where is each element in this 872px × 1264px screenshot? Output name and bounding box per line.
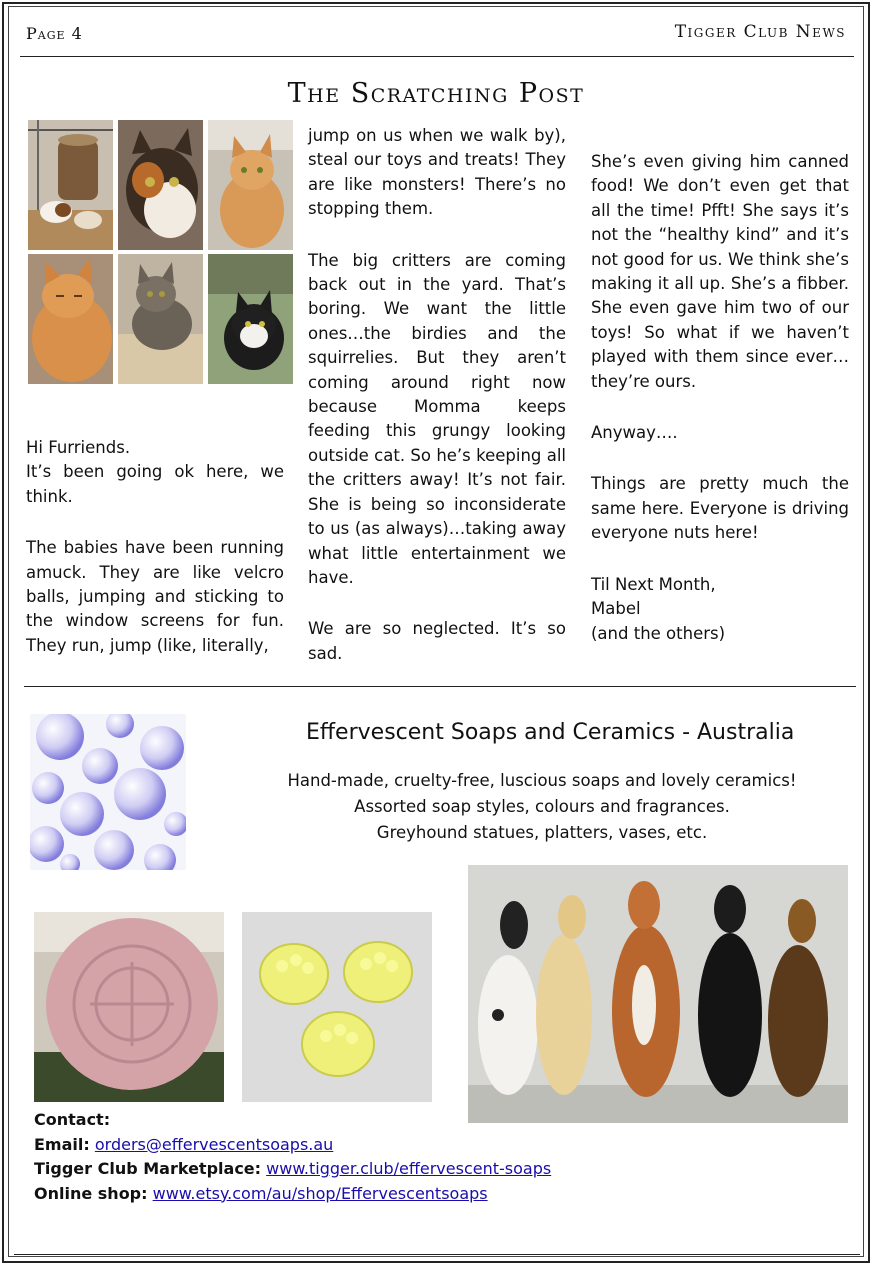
marketplace-link[interactable]: www.tigger.club/effervescent-soaps <box>266 1159 552 1178</box>
pink-soap-photo <box>34 912 224 1102</box>
newsletter-name: Tigger Club News <box>674 22 846 42</box>
email-label: Email: <box>34 1134 90 1154</box>
paragraph: She’s even giving him canned food! We don’t even get that all the time! Pfft! She says it’s not the “healthy kind” and it’s not good for us. We think she’s making it all up. She’s a fibber. She even gave him two of our toys! So what if we haven’t played with them since ever… they’re ours. <box>591 152 849 391</box>
email-link[interactable]: orders@effervescentsoaps.au <box>94 1134 334 1154</box>
ad-description <box>272 768 812 846</box>
article-column-2 <box>308 124 566 693</box>
paragraph: We are so neglected. It’s so sad. <box>308 619 566 663</box>
signoff-line: Til Next Month, <box>591 574 716 594</box>
paragraph: It’s been going ok here, we think. <box>26 462 284 506</box>
contact-block <box>34 1108 551 1206</box>
sleeping-orange-cat-photo <box>28 254 113 384</box>
paragraph: Anyway…. <box>591 423 678 443</box>
tabby-cat-photo <box>118 254 203 384</box>
shop-label: Online shop: <box>34 1183 148 1203</box>
article-column-3 <box>591 150 849 646</box>
header-divider <box>20 56 854 57</box>
ad-line: Greyhound statues, platters, vases, etc. <box>376 823 708 842</box>
orange-cat-photo <box>208 120 293 250</box>
paragraph: The babies have been running amuck. They are like velcro balls, jumping and sticking to the window screens for fun. They run, jump (like, literally, <box>26 538 284 655</box>
pet-photo-collage <box>28 120 290 384</box>
signoff-name: Mabel <box>591 599 641 619</box>
signoff-line: (and the others) <box>591 623 726 643</box>
greyhound-statues-photo <box>468 865 848 1123</box>
contact-heading: Contact: <box>34 1110 111 1129</box>
greeting: Hi Furriends. <box>26 438 131 457</box>
ad-title: Effervescent Soaps and Ceramics - Australia <box>306 720 795 745</box>
signoff <box>591 573 849 646</box>
ad-line: Hand-made, cruelty-free, luscious soaps and lovely ceramics! <box>287 771 797 790</box>
page-number: Page 4 <box>26 24 83 43</box>
marketplace-label: Tigger Club Marketplace: <box>34 1159 262 1178</box>
shop-link[interactable]: www.etsy.com/au/shop/Effervescentsoaps <box>152 1183 488 1203</box>
black-white-cat-photo <box>208 254 293 384</box>
footer-divider <box>14 1254 860 1255</box>
article-title: The Scratching Post <box>287 78 585 109</box>
section-divider <box>24 686 856 687</box>
paragraph: The big critters are coming back out in the yard. That’s boring. We want the little ones…the birdies and the squirrelies. But they aren’t coming around right now because Momma keeps feeding this grungy looking outside cat. So he’s keeping all the critters away! It’s not fair. She is being so inconsiderate to us (as always)…taking away what little entertainment we have. <box>308 250 566 587</box>
paragraph: jump on us when we walk by), steal our toys and treats! They are like monsters! There’s no stopping them. <box>308 126 566 219</box>
bubbles-image <box>30 714 186 870</box>
ad-line: Assorted soap styles, colours and fragrances. <box>354 797 730 816</box>
article-column-1 <box>26 436 284 685</box>
calico-cat-photo <box>118 120 203 250</box>
paw-soap-photo <box>242 912 432 1102</box>
guinea-pig-photo <box>28 120 113 250</box>
paragraph: Things are pretty much the same here. Everyone is driving everyone nuts here! <box>591 474 849 543</box>
